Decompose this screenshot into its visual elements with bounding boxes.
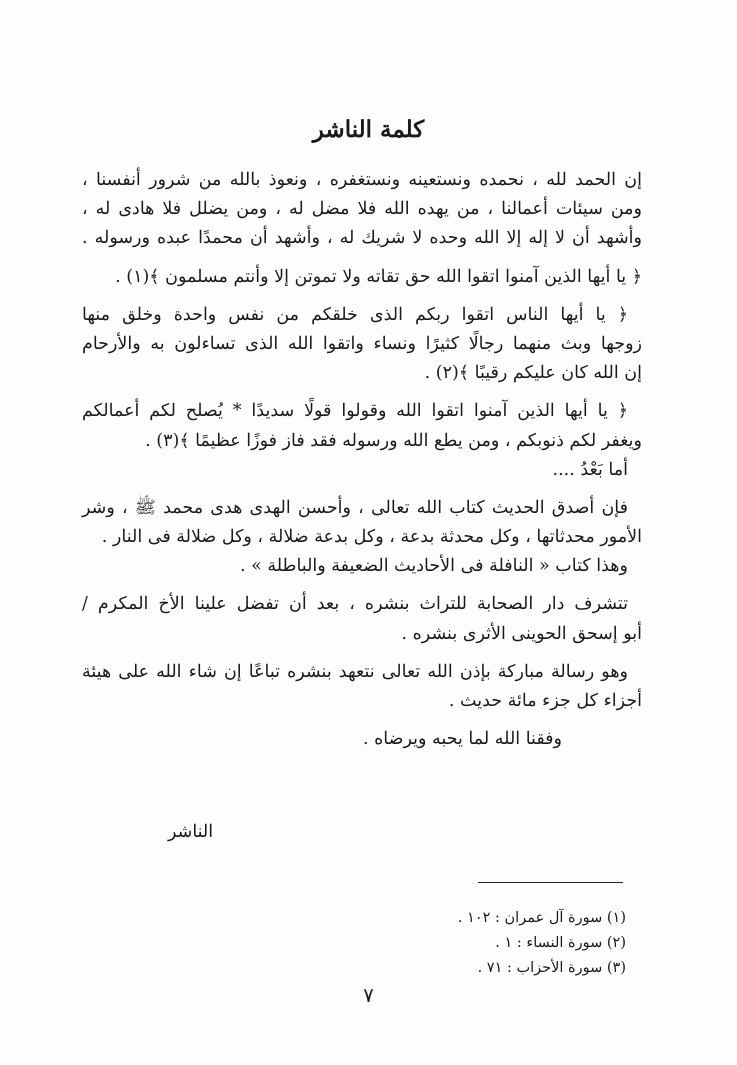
paragraph-line: وهو رسالة مباركة بإذن الله تعالى نتعهد بنشره تباعًا إن شاء الله على هيئة [82, 661, 628, 682]
closing-line: وفقنا الله لما يحبه ويرضاه . [363, 729, 562, 750]
paragraph-line: أبو إسحق الحوينى الأثرى بنشره . [401, 623, 642, 644]
paragraph-line: أجزاء كل جزء مائة حديث . [448, 691, 642, 711]
paragraph-line: وهذا كتاب « النافلة فى الأحاديث الضعيفة والباطلة » . [239, 556, 628, 577]
publisher-note-body [82, 166, 642, 754]
footnote-divider [478, 882, 623, 883]
paragraph-line: ومن سيئات أعمالنا ، من يهده الله فلا مضل له ، ومن يضلل فلا هادى له ، [82, 199, 642, 220]
publisher-signature: الناشر [168, 822, 214, 842]
paragraph-line: الأمور محدثاتها ، وكل محدثة بدعة ، وكل بدعة ضلالة ، وكل ضلالة فى النار . [101, 527, 642, 548]
footnote-item: (٢) سورة النساء : ١ . [495, 935, 626, 951]
quran-verse-line: ﴿ يا أيها الذين آمنوا اتقوا الله وقولوا قولًا سديدًا * يُصلح لكم أعمالكم [82, 401, 628, 422]
footnote-item: (١) سورة آل عمران : ١٠٢ . [457, 910, 626, 926]
footnote-item: (٣) سورة الأحزاب : ٧١ . [477, 960, 626, 976]
quran-verse-line: ويغفر لكم ذنوبكم ، ومن يطع الله ورسوله فقد فاز فوزًا عظيمًا ﴾(٣) . [145, 430, 642, 451]
paragraph-line: فإن أصدق الحديث كتاب الله تعالى ، وأحسن الهدى هدى محمد ﷺ ، وشر [82, 497, 628, 518]
page-number: ٧ [363, 983, 374, 1007]
page-title: كلمة الناشر [312, 116, 425, 143]
paragraph-line: وأشهد أن لا إله إلا الله وحده لا شريك له ، وأشهد أن محمدًا عبده ورسوله . [82, 228, 642, 249]
paragraph-line: إن الحمد لله ، نحمده ونستعينه ونستغفره ، ونعوذ بالله من شرور أنفسنا ، [82, 170, 642, 190]
amma-baad-line: أما بَعْدُ .... [552, 459, 628, 480]
quran-verse-line: إن الله كان عليكم رقيبًا ﴾(٢) . [424, 363, 642, 384]
quran-verse-line: ﴿ يا أيها الذين آمنوا اتقوا الله حق تقاته ولا تموتن إلا وأنتم مسلمون ﴾(١) . [115, 266, 642, 287]
footnotes [360, 906, 626, 981]
quran-verse-line: ﴿ يا أيها الناس اتقوا ربكم الذى خلقكم من نفس واحدة وخلق منها [82, 304, 628, 325]
quran-verse-line: زوجها وبث منهما رجالًا كثيرًا ونساء واتقوا الله الذى تساءلون به والأرحام [82, 333, 642, 354]
paragraph-line: تتشرف دار الصحابة للتراث بنشره ، بعد أن تفضل علينا الأخ المكرم / [82, 594, 628, 615]
